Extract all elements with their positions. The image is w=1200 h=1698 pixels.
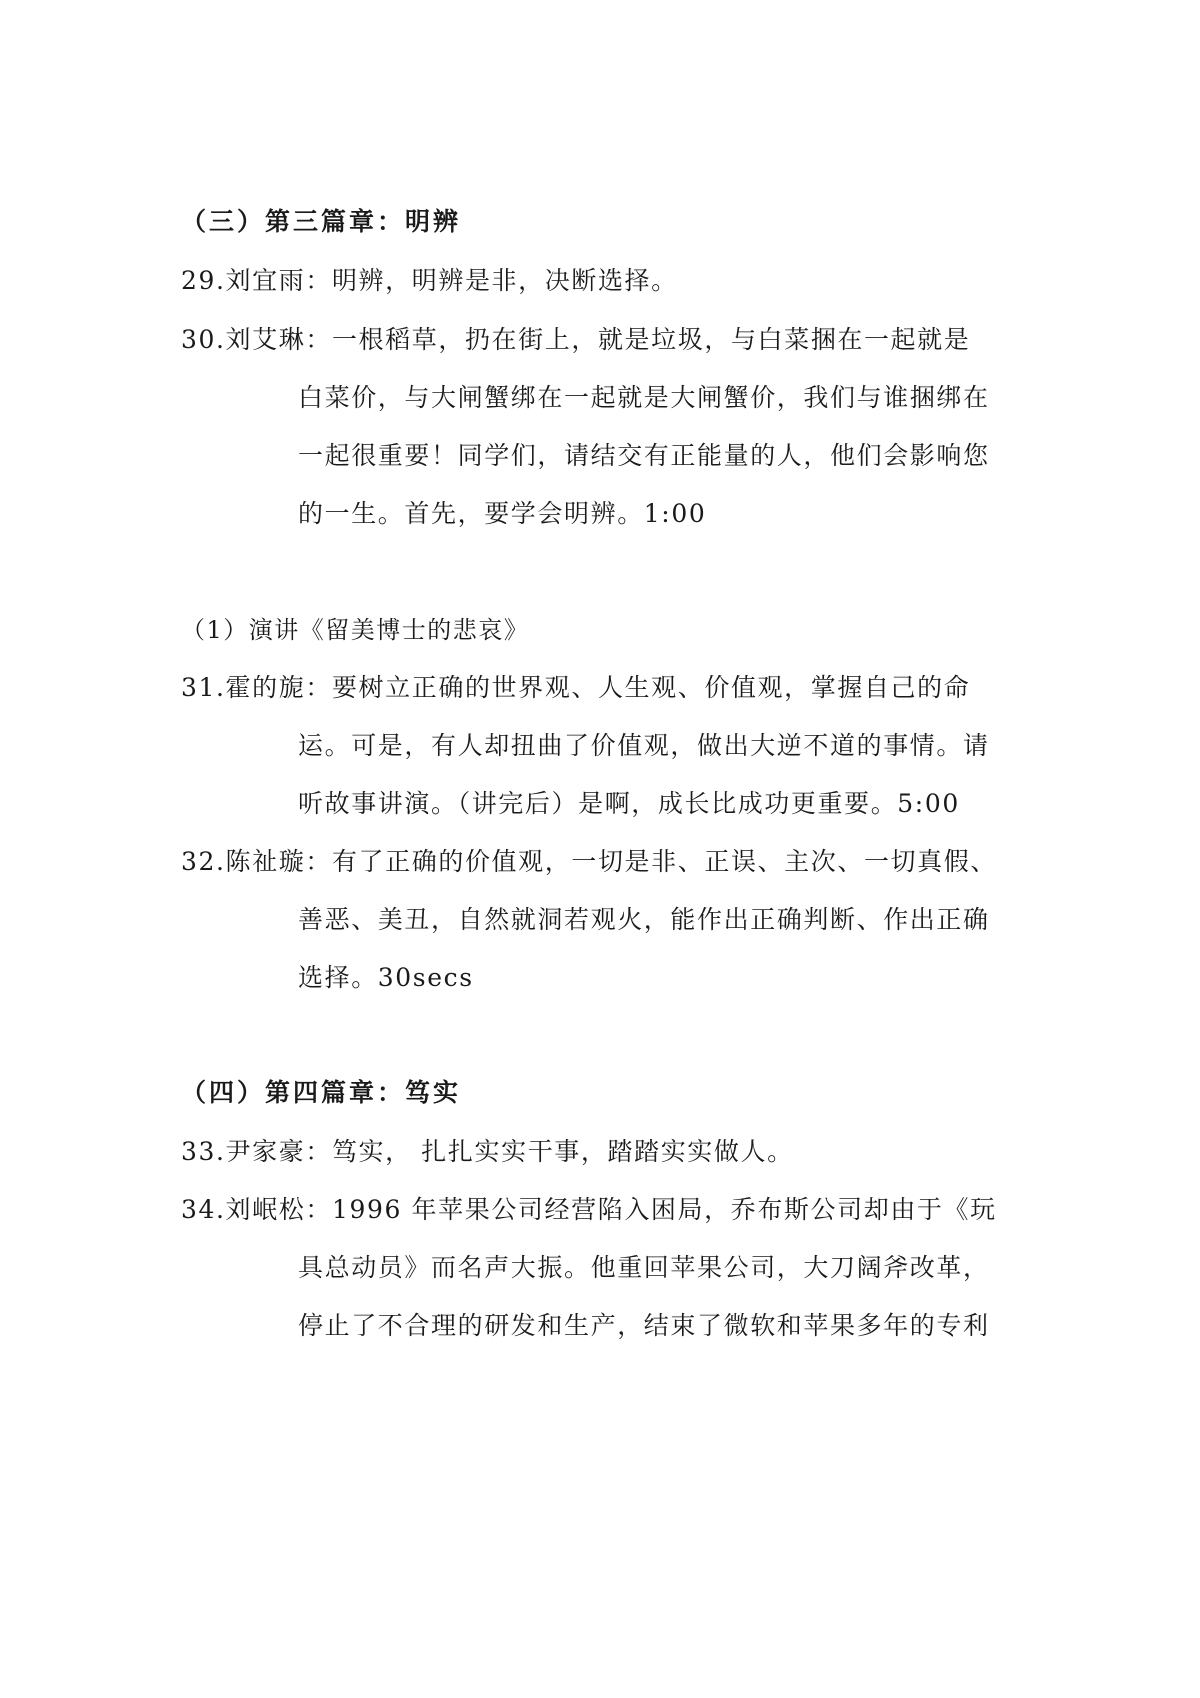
item-32-line-2: 善恶、美丑，自然就洞若观火，能作出正确判断、作出正确 [298,905,990,934]
item-30-line-4: 的一生。首先，要学会明辨。1:00 [298,499,707,528]
sub-heading-1: （1）演讲《留美博士的悲哀》 [181,616,530,644]
item-34-line-3: 停止了不合理的研发和生产，结束了微软和苹果多年的专利 [298,1311,990,1340]
item-30-line-3: 一起很重要！同学们，请结交有正能量的人，他们会影响您 [298,441,990,470]
item-31-line-1: 31.霍的旎：要树立正确的世界观、人生观、价值观，掌握自己的命 [181,673,971,702]
section-heading-3: （三）第三篇章：明辨 [181,207,462,236]
item-31-line-2: 运。可是，有人却扭曲了价值观，做出大逆不道的事情。请 [298,731,990,760]
item-29: 29.刘宜雨：明辨，明辨是非，决断选择。 [181,266,678,295]
item-32-line-3: 选择。30secs [298,963,474,992]
item-30-line-2: 白菜价，与大闸蟹绑在一起就是大闸蟹价，我们与谁捆绑在 [298,383,990,412]
item-33: 33.尹家豪：笃实， 扎扎实实干事，踏踏实实做人。 [181,1137,794,1166]
item-32-line-1: 32.陈祉璇：有了正确的价值观，一切是非、正误、主次、一切真假、 [181,847,997,876]
section-heading-4: （四）第四篇章：笃实 [181,1078,462,1107]
item-34-line-1: 34.刘岷松：1996 年苹果公司经营陷入困局，乔布斯公司却由于《玩 [181,1195,997,1224]
item-30-line-1: 30.刘艾琳：一根稻草，扔在街上，就是垃圾，与白菜捆在一起就是 [181,325,971,354]
item-34-line-2: 具总动员》而名声大振。他重回苹果公司，大刀阔斧改革， [298,1253,990,1282]
item-31-line-3: 听故事讲演。（讲完后）是啊，成长比成功更重要。5:00 [298,789,960,818]
